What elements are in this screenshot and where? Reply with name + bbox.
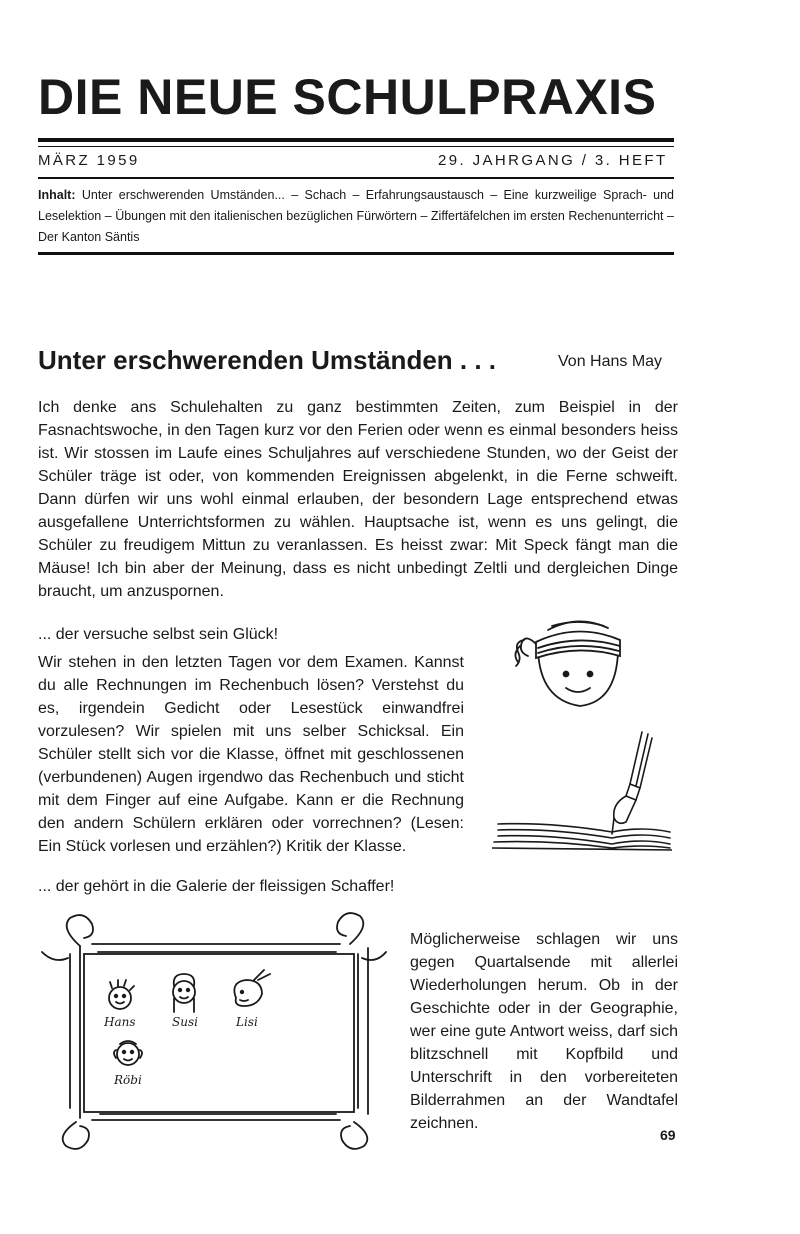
title-rule-thin xyxy=(38,146,674,147)
article-title: Unter erschwerenden Umständen . . . xyxy=(38,345,497,375)
page-number: 69 xyxy=(660,1127,676,1143)
issue-date: MÄRZ 1959 xyxy=(38,152,140,169)
title-rule xyxy=(38,138,674,142)
subhead-galerie: ... der gehört in die Galerie der fleissigen Schaffer! xyxy=(38,878,395,895)
frame-name-roebi: Röbi xyxy=(114,1073,142,1087)
magazine-title: DIE NEUE SCHULPRAXIS xyxy=(38,69,657,125)
article-author: Von Hans May xyxy=(558,353,663,370)
issue-rule xyxy=(38,177,674,179)
paragraph-galerie: Möglicherweise schlagen wir uns gegen Quartalsende mit allerlei Wiederholungen herum. Ob in der Geschichte oder in der Geographie, wer eine gute Antwort weiss, darf sich blitzschnell mit Kopfbild und Unterschrift in den vorbereiteten Bilderrahmen an der Wandtafel zeichnen. xyxy=(410,931,678,1132)
contents-text: Unter erschwerenden Umständen... – Schach – Erfahrungsaustausch – Eine kurzweilige Sprach- und Leselektion – Übungen mit den italienischen bezüglichen Fürwörtern – Ziffertäfelchen im ersten Rechenunterricht – Der Kanton Säntis xyxy=(38,188,674,244)
picture-frame-illustration xyxy=(40,908,390,1153)
frame-name-susi: Susi xyxy=(172,1015,198,1029)
issue-number: 29. JAHRGANG / 3. HEFT xyxy=(438,152,668,169)
frame-name-lisi: Lisi xyxy=(236,1015,258,1029)
subhead-glueck: ... der versuche selbst sein Glück! xyxy=(38,626,279,643)
paragraph-intro: Ich denke ans Schulehalten zu ganz bestimmten Zeiten, zum Beispiel in der Fasnachtswoche, in den Tagen kurz vor den Ferien oder wenn es einmal besonders heiss ist. Wir stossen im Laufe eines Schuljahres auf verschiedene Stunden, wo der Geist der Schüler träge ist oder, von kommenden Ereignissen abgelenkt, in die Ferne schweift. Dann dürfen wir uns wohl einmal erlauben, der besondern Lage entsprechend etwas ausgefallene Unterrichtsformen zu wählen. Hauptsache ist, wenn es uns gelingt, die Schüler zu freudigem Mittun zu veranlassen. Es heisst zwar: Mit Speck fängt man die Mäuse! Ich bin aber der Meinung, dass es nicht unbedingt Zeltli und dergleichen Dinge braucht, um anzuspornen. xyxy=(38,399,678,600)
blindfolded-child-illustration xyxy=(508,612,638,717)
table-of-contents xyxy=(38,185,674,248)
frame-name-hans: Hans xyxy=(104,1015,136,1029)
contents-rule xyxy=(38,252,674,255)
contents-label: Inhalt: xyxy=(38,188,76,202)
paragraph-glueck: Wir stehen in den letzten Tagen vor dem Examen. Kannst du alle Rechnungen im Rechenbuch lösen? Verstehst du es, irgendein Gedicht oder Lesestück einwandfrei vorzulesen? Wir spielen mit uns selber Schicksal. Ein Schüler stellt sich vor die Klasse, öffnet mit geschlossenen (verbundenen) Augen irgendwo das Rechenbuch und sticht mit dem Finger auf eine Aufgabe. Kann er die Rechnung den andern Schülern erklären oder vorrechnen? (Lesen: Ein Stück vorlesen und erzählen?) Kritik der Klasse. xyxy=(38,654,464,855)
finger-on-book-illustration xyxy=(492,726,672,856)
